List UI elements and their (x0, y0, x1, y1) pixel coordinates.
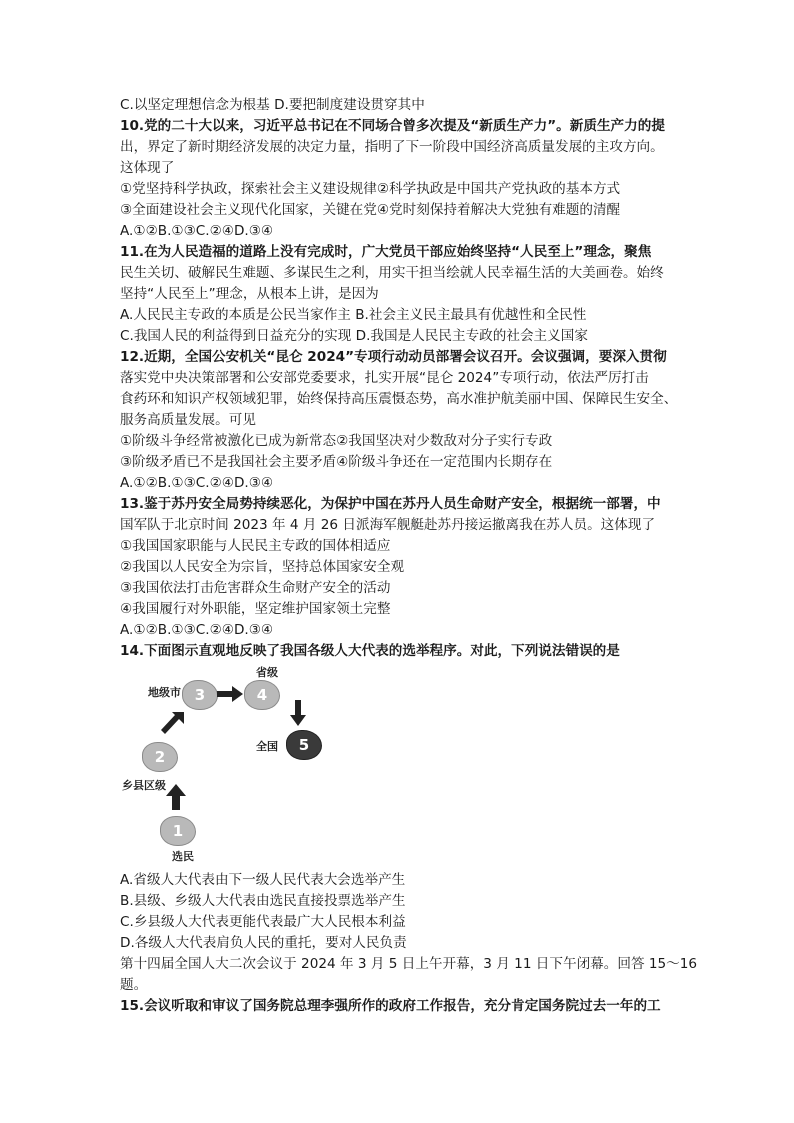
arrow-up-icon (166, 784, 186, 810)
arrow-right-icon (217, 686, 243, 702)
text-line: D.各级人大代表肩负人民的重托，要对人民负责 (120, 935, 407, 951)
label-province: 省级 (256, 666, 278, 679)
text-line: C.我国人民的利益得到日益充分的实现 D.我国是人民民主专政的社会主义国家 (120, 328, 588, 344)
text-line: 服务高质量发展。可见 (120, 412, 256, 428)
text-line: 11.在为人民造福的道路上没有完成时，广大党员干部应始终坚持“人民至上”理念，聚焦 (120, 244, 652, 260)
node-number: 5 (298, 736, 310, 754)
text-line: 第十四届全国人大二次会议于 2024 年 3 月 5 日上午开幕，3 月 11 日下午闭幕。回答 15～16 (120, 956, 698, 972)
text-line: ①我国国家职能与人民民主专政的国体相适应 (120, 538, 391, 554)
label-township-county: 乡县区级 (122, 779, 166, 792)
label-national: 全国 (256, 740, 278, 753)
text-line: ①阶级斗争经常被激化已成为新常态②我国坚决对少数敌对分子实行专政 (120, 433, 553, 449)
node-township-county (142, 742, 178, 772)
label-prefecture-city: 地级市 (148, 686, 181, 699)
text-line: 12.近期，全国公安机关“昆仑 2024”专项行动动员部署会议召开。会议强调，要深入贯彻 (120, 349, 667, 365)
text-line: A.省级人大代表由下一级人民代表大会选举产生 (120, 872, 406, 888)
text-line: A.①②B.①③C.②④D.③④ (120, 622, 274, 638)
node-national (286, 730, 322, 760)
node-number: 2 (154, 748, 166, 766)
text-line: 民生关切、破解民生难题、多谋民生之利，用实干担当绘就人民幸福生活的大美画卷。始终 (120, 265, 664, 281)
text-line: ③阶级矛盾已不是我国社会主要矛盾④阶级斗争还在一定范围内长期存在 (120, 454, 553, 470)
questions-block (120, 95, 690, 662)
text-line: A.①②B.①③C.②④D.③④ (120, 223, 274, 239)
text-line: B.县级、乡级人大代表由选民直接投票选举产生 (120, 893, 406, 909)
text-line: ①党坚持科学执政，探索社会主义建设规律②科学执政是中国共产党执政的基本方式 (120, 181, 621, 197)
text-line: 出，界定了新时期经济发展的决定力量，指明了下一阶段中国经济高质量发展的主攻方向。 (120, 139, 664, 155)
election-diagram (120, 666, 690, 866)
node-number: 3 (194, 686, 206, 704)
text-line: 13.鉴于苏丹安全局势持续恶化，为保护中国在苏丹人员生命财产安全，根据统一部署，中 (120, 496, 661, 512)
text-line: A.①②B.①③C.②④D.③④ (120, 475, 274, 491)
label-voters: 选民 (172, 850, 194, 863)
text-line: ③全面建设社会主义现代化国家，关键在党④党时刻保持着解决大党独有难题的清醒 (120, 202, 621, 218)
text-line: 这体现了 (120, 160, 175, 176)
text-line: ③我国依法打击危害群众生命财产安全的活动 (120, 580, 391, 596)
text-line: 坚持“人民至上”理念，从根本上讲，是因为 (120, 286, 379, 302)
arrow-up-right-icon (158, 712, 184, 738)
arrow-down-icon (290, 700, 306, 726)
text-line: C.乡县级人大代表更能代表最广大人民根本利益 (120, 914, 406, 930)
text-line: 题。 (120, 977, 148, 993)
node-prefecture-city (182, 680, 218, 710)
text-line: A.人民民主专政的本质是公民当家作主 B.社会主义民主最具有优越性和全民性 (120, 307, 587, 323)
text-line: 10.党的二十大以来，习近平总书记在不同场合曾多次提及“新质生产力”。新质生产力的提 (120, 118, 665, 134)
text-line: ④我国履行对外职能，坚定维护国家领土完整 (120, 601, 391, 617)
text-line: 落实党中央决策部署和公安部党委要求，扎实开展“昆仑 2024”专项行动，依法严厉打击 (120, 370, 649, 386)
node-number: 4 (256, 686, 268, 704)
text-line: 食药环和知识产权领域犯罪，始终保持高压震慑态势，高水准护航美丽中国、保障民生安全、 (120, 391, 678, 407)
text-line: 14.下面图示直观地反映了我国各级人大代表的选举程序。对此，下列说法错误的是 (120, 643, 620, 659)
text-line: 国军队于北京时间 2023 年 4 月 26 日派海军舰艇赴苏丹接运撤离我在苏人员。这体现了 (120, 517, 656, 533)
node-voters (160, 816, 196, 846)
text-line: C.以坚定理想信念为根基 D.要把制度建设贯穿其中 (120, 97, 425, 113)
text-line: ②我国以人民安全为宗旨，坚持总体国家安全观 (120, 559, 405, 575)
text-line: 15.会议听取和审议了国务院总理李强所作的政府工作报告，充分肯定国务院过去一年的工 (120, 998, 661, 1014)
questions-block-after (120, 870, 698, 1017)
exam-page (120, 95, 698, 1017)
node-province (244, 680, 280, 710)
node-number: 1 (172, 822, 184, 840)
